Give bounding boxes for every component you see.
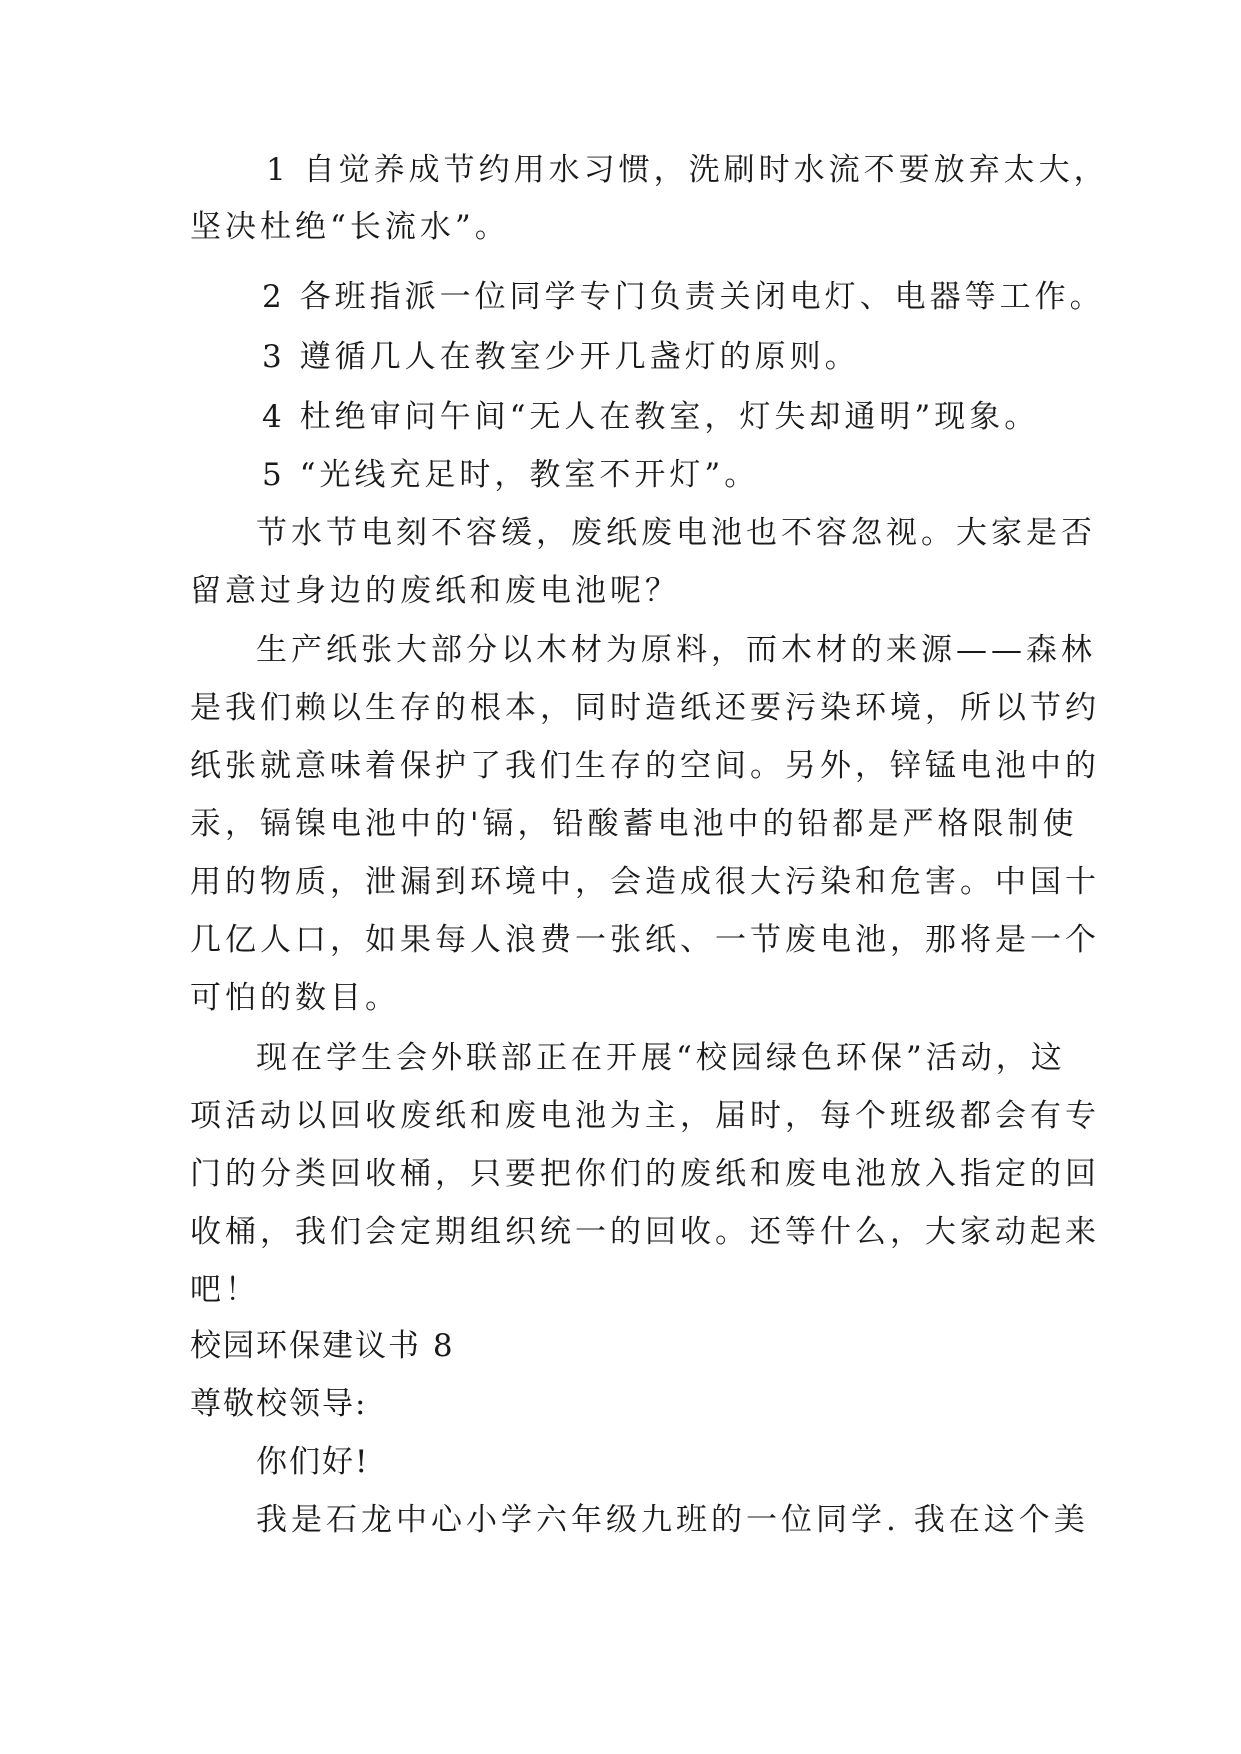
- list-item-1-continuation: 坚决杜绝“长流水”。: [190, 209, 510, 245]
- paragraph-line: 留意过身边的废纸和废电池呢？: [190, 573, 680, 609]
- paragraph-line: 吧！: [190, 1272, 260, 1308]
- paragraph-line: 生产纸张大部分以木材为原料，而木材的来源——森林: [256, 632, 1096, 668]
- paragraph-line: 几亿人口，如果每人浪费一张纸、一节废电池，那将是一个: [190, 922, 1100, 958]
- list-item-5: 5 “光线充足时，教室不开灯”。: [262, 457, 760, 493]
- paragraph-line: 项活动以回收废纸和废电池为主，届时，每个班级都会有专: [190, 1098, 1100, 1134]
- list-item-2: 2 各班指派一位同学专门负责关闭电灯、电器等工作。: [262, 279, 1105, 315]
- list-item-3: 3 遵循几人在教室少开几盏灯的原则。: [262, 339, 860, 375]
- paragraph-line: 纸张就意味着保护了我们生存的空间。另外，锌锰电池中的: [190, 748, 1100, 784]
- paragraph-line: 用的物质，泄漏到环境中，会造成很大污染和危害。中国十: [190, 864, 1100, 900]
- paragraph-line: 汞，镉镍电池中的'镉，铅酸蓄电池中的铅都是严格限制使: [190, 806, 1078, 842]
- salutation: 尊敬校领导:: [190, 1386, 368, 1422]
- section-title: 校园环保建议书 8: [190, 1328, 455, 1364]
- paragraph-line: 是我们赖以生存的根本，同时造纸还要污染环境，所以节约: [190, 690, 1100, 726]
- greeting: 你们好!: [256, 1444, 370, 1480]
- paragraph-line: 收桶，我们会定期组织统一的回收。还等什么，大家动起来: [190, 1214, 1100, 1250]
- list-item-4: 4 杜绝审问午间“无人在教室，灯失却通明”现象。: [262, 399, 1040, 435]
- paragraph-line: 可怕的数目。: [190, 980, 400, 1016]
- paragraph-line: 节水节电刻不容缓，废纸废电池也不容忽视。大家是否: [256, 515, 1096, 551]
- paragraph-line: 我是石龙中心小学六年级九班的一位同学. 我在这个美: [256, 1502, 1089, 1538]
- paragraph-line: 现在学生会外联部正在开展“校园绿色环保”活动，这: [256, 1040, 1066, 1076]
- list-item-1: 1 自觉养成节约用水习惯，洗刷时水流不要放弃太大，: [266, 152, 1109, 188]
- paragraph-line: 门的分类回收桶，只要把你们的废纸和废电池放入指定的回: [190, 1156, 1100, 1192]
